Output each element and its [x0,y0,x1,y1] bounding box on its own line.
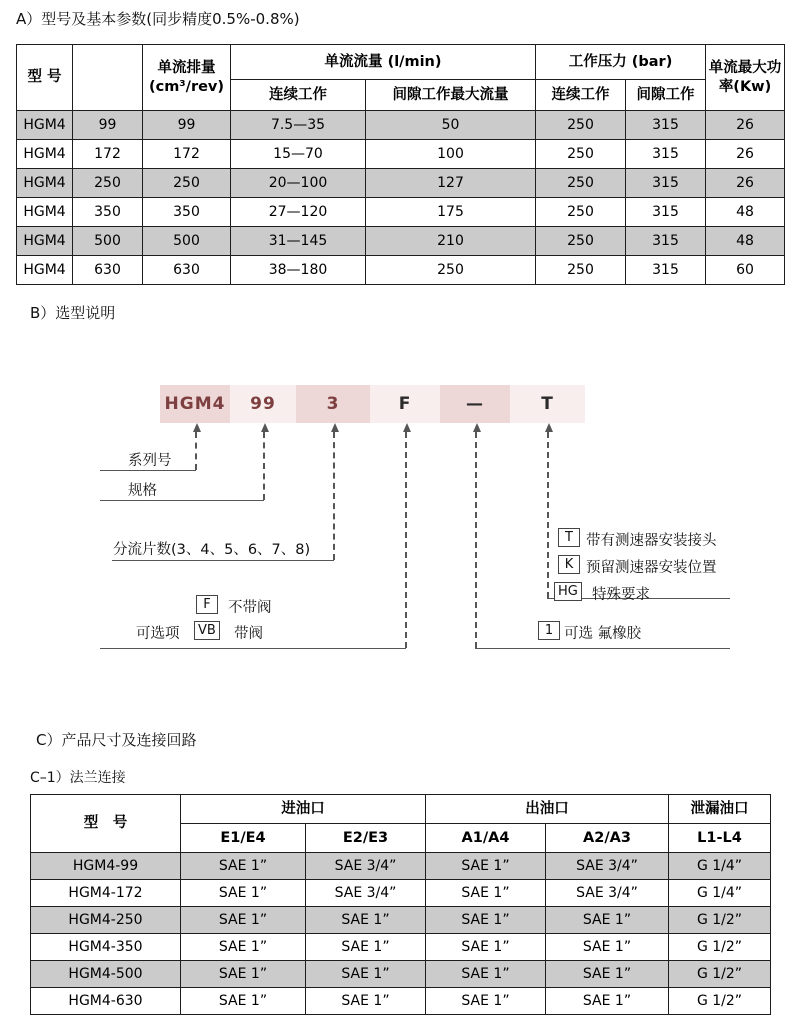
code-part-spec: 99 [230,385,296,423]
t-option-box: T [558,528,580,547]
cell-port-a2: SAE 1” [546,988,669,1015]
header-outlet-group: 出油口 [426,795,669,824]
header-port-e1: E1/E4 [181,824,306,853]
header-flow-continuous: 连续工作 [231,80,366,111]
sections-connector-arrow [333,432,335,560]
cell-port-a1: SAE 1” [426,907,546,934]
cell-pressure-continuous: 250 [536,256,626,285]
cell-port-e2: SAE 3/4” [306,853,426,880]
cell-model: HGM4-99 [31,853,181,880]
table-row [17,111,785,140]
cell-size: 250 [73,169,143,198]
cell-size: 172 [73,140,143,169]
header-flow-intermittent-max: 间隙工作最大流量 [366,80,536,111]
cell-port-a1: SAE 1” [426,880,546,907]
hg-option-desc: 特殊要求 [592,587,650,603]
cell-port-a1: SAE 1” [426,853,546,880]
cell-pressure-intermittent: 315 [626,169,706,198]
cell-power: 48 [706,198,785,227]
header-pressure-continuous: 连续工作 [536,80,626,111]
section-a-title: A）型号及基本参数(同步精度0.5%-0.8%) [16,10,300,28]
table-row [17,227,785,256]
cell-model: HGM4-350 [31,934,181,961]
table-row [17,198,785,227]
cell-size: 350 [73,198,143,227]
cell-port-e2: SAE 1” [306,907,426,934]
section-c-title: C）产品尺寸及连接回路 [36,731,197,749]
cell-port-e2: SAE 3/4” [306,880,426,907]
table-row [31,853,771,880]
header-displacement-line2: (cm³/rev) [148,78,225,95]
cell-port-e1: SAE 1” [181,853,306,880]
model-code-diagram [0,300,800,730]
header-port-a1: A1/A4 [426,824,546,853]
t-option-desc: 带有测速器安装接头 [586,533,717,549]
cell-port-a2: SAE 1” [546,961,669,988]
cell-power: 60 [706,256,785,285]
cell-displacement: 99 [143,111,231,140]
cell-pressure-intermittent: 315 [626,256,706,285]
cell-port-e2: SAE 1” [306,961,426,988]
cell-pressure-continuous: 250 [536,111,626,140]
header-model: 型 号 [17,45,73,111]
cell-model: HGM4 [17,140,73,169]
cell-flow-continuous: 38—180 [231,256,366,285]
cell-port-l: G 1/4” [669,880,771,907]
cell-port-e2: SAE 1” [306,934,426,961]
seal-option-box: 1 [538,621,560,640]
cell-model: HGM4-250 [31,907,181,934]
table-row [31,934,771,961]
cell-port-l: G 1/2” [669,988,771,1015]
table-row [17,140,785,169]
cell-flow-continuous: 27—120 [231,198,366,227]
cell-model: HGM4-500 [31,961,181,988]
cell-pressure-continuous: 250 [536,227,626,256]
cell-pressure-intermittent: 315 [626,140,706,169]
seal-option-desc: 可选 氟橡胶 [564,626,642,642]
vb-option-desc: 带阀 [234,626,263,642]
header-inlet-group: 进油口 [181,795,426,824]
header-power: 单流最大功率(Kw) [706,45,785,111]
cell-model: HGM4-630 [31,988,181,1015]
cell-displacement: 500 [143,227,231,256]
cell-displacement: 172 [143,140,231,169]
cell-displacement: 630 [143,256,231,285]
seal-connector-arrow [475,432,477,648]
cell-port-a2: SAE 3/4” [546,880,669,907]
cell-flow-max: 250 [366,256,536,285]
vb-option-box: VB [194,621,220,640]
cell-model: HGM4 [17,256,73,285]
cell-flow-max: 50 [366,111,536,140]
f-option-box: F [196,595,218,614]
header-model: 型 号 [31,795,181,853]
cell-power: 26 [706,169,785,198]
cell-model: HGM4-172 [31,880,181,907]
cell-displacement: 250 [143,169,231,198]
cell-port-e1: SAE 1” [181,907,306,934]
cell-power: 26 [706,111,785,140]
header-displacement-line1: 单流排量 [157,60,216,77]
cell-model: HGM4 [17,198,73,227]
table-row [17,169,785,198]
code-part-series: HGM4 [160,385,230,423]
cell-port-e1: SAE 1” [181,988,306,1015]
parameters-header-row-1 [17,45,785,80]
flange-connection-table [30,794,771,1015]
cell-port-l: G 1/2” [669,907,771,934]
cell-pressure-continuous: 250 [536,140,626,169]
code-part-sensor: T [510,385,585,423]
cell-port-l: G 1/2” [669,961,771,988]
cell-port-l: G 1/4” [669,853,771,880]
header-port-l: L1-L4 [669,824,771,853]
cell-flow-max: 175 [366,198,536,227]
table-row [31,988,771,1015]
flange-header-row-1 [31,795,771,824]
cell-port-e1: SAE 1” [181,934,306,961]
header-port-a2: A2/A3 [546,824,669,853]
cell-port-e1: SAE 1” [181,880,306,907]
cell-pressure-intermittent: 315 [626,111,706,140]
series-label: 系列号 [128,453,172,469]
cell-port-a1: SAE 1” [426,934,546,961]
sections-leader-line [112,560,334,561]
code-part-valve: F [370,385,440,423]
cell-port-l: G 1/2” [669,934,771,961]
section-b-title: B）选型说明 [30,304,116,322]
cell-flow-max: 100 [366,140,536,169]
table-row [31,880,771,907]
spec-connector-arrow [263,432,265,500]
valve-connector-arrow [405,432,407,648]
series-leader-line [100,470,196,471]
cell-pressure-continuous: 250 [536,198,626,227]
cell-size: 500 [73,227,143,256]
header-pressure-intermittent: 间隙工作 [626,80,706,111]
cell-size: 630 [73,256,143,285]
f-option-desc: 不带阀 [228,600,272,616]
section-c1-title: C–1）法兰连接 [30,770,126,786]
series-connector-arrow [195,432,197,470]
seal-leader-line [475,648,730,649]
cell-flow-continuous: 31—145 [231,227,366,256]
header-displacement [143,45,231,111]
cell-model: HGM4 [17,169,73,198]
header-pressure-group: 工作压力 (bar) [536,45,706,80]
cell-model: HGM4 [17,111,73,140]
table-row [31,907,771,934]
cell-port-e1: SAE 1” [181,961,306,988]
sensor-connector-arrow [547,432,549,598]
cell-flow-max: 210 [366,227,536,256]
cell-flow-continuous: 15—70 [231,140,366,169]
cell-port-a2: SAE 1” [546,934,669,961]
cell-flow-continuous: 7.5—35 [231,111,366,140]
spec-label: 规格 [128,483,157,499]
hg-option-box: HG [554,582,582,601]
sections-label: 分流片数(3、4、5、6、7、8) [113,542,311,558]
cell-port-a1: SAE 1” [426,961,546,988]
cell-flow-continuous: 20—100 [231,169,366,198]
k-option-desc: 预留测速器安装位置 [586,560,717,576]
header-port-e2: E2/E3 [306,824,426,853]
header-size-blank [73,45,143,111]
table-row [31,961,771,988]
parameters-table [16,44,785,285]
cell-model: HGM4 [17,227,73,256]
cell-pressure-continuous: 250 [536,169,626,198]
cell-displacement: 350 [143,198,231,227]
header-flow-group: 单流流量 (l/min) [231,45,536,80]
cell-pressure-intermittent: 315 [626,227,706,256]
cell-flow-max: 127 [366,169,536,198]
cell-port-e2: SAE 1” [306,988,426,1015]
k-option-box: K [558,555,580,574]
cell-port-a1: SAE 1” [426,988,546,1015]
table-row [17,256,785,285]
code-part-dash: — [440,385,510,423]
code-part-sections: 3 [296,385,370,423]
cell-power: 26 [706,140,785,169]
spec-leader-line [100,500,264,501]
valve-leader-line [100,648,406,649]
header-leak-group: 泄漏油口 [669,795,771,824]
cell-port-a2: SAE 1” [546,907,669,934]
cell-port-a2: SAE 3/4” [546,853,669,880]
cell-size: 99 [73,111,143,140]
cell-power: 48 [706,227,785,256]
cell-pressure-intermittent: 315 [626,198,706,227]
optional-label: 可选项 [136,626,180,642]
